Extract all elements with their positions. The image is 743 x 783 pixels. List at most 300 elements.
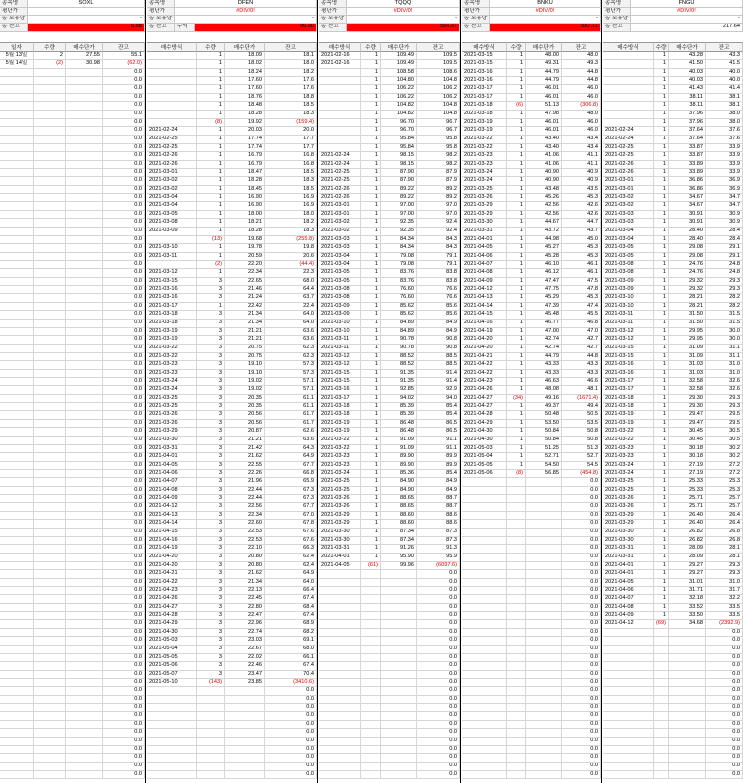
table-cell[interactable]: 0.0 xyxy=(103,127,145,135)
table-cell[interactable]: 0.0 xyxy=(562,729,601,737)
table-cell[interactable]: 1 xyxy=(507,177,526,185)
table-cell[interactable]: 18.28 xyxy=(225,177,265,185)
table-cell[interactable]: 0.0 xyxy=(417,629,460,637)
table-cell[interactable]: 0.0 xyxy=(417,570,460,578)
table-cell[interactable] xyxy=(0,169,34,177)
table-cell[interactable] xyxy=(66,69,103,77)
table-cell[interactable] xyxy=(34,712,66,720)
table-cell[interactable]: 2021-03-11 xyxy=(147,253,197,261)
total-balance-value[interactable]: 587.11 xyxy=(490,24,601,32)
table-cell[interactable] xyxy=(0,696,34,704)
table-cell[interactable]: 2021-02-24 xyxy=(319,161,361,169)
table-cell[interactable]: 0.0 xyxy=(265,754,317,762)
table-cell[interactable]: 0.0 xyxy=(103,320,145,328)
table-cell[interactable]: 70.4 xyxy=(265,671,317,679)
table-cell[interactable] xyxy=(147,738,197,746)
table-cell[interactable]: 3 xyxy=(197,311,225,319)
table-cell[interactable]: 1 xyxy=(361,244,381,252)
table-cell[interactable] xyxy=(381,746,417,754)
table-cell[interactable]: 0.0 xyxy=(706,646,743,654)
table-cell[interactable] xyxy=(147,696,197,704)
table-cell[interactable]: 0.0 xyxy=(562,579,601,587)
table-cell[interactable]: 1 xyxy=(654,211,669,219)
table-cell[interactable]: 0.0 xyxy=(562,738,601,746)
table-cell[interactable]: 43.3 xyxy=(562,361,601,369)
table-cell[interactable] xyxy=(225,746,265,754)
table-cell[interactable]: 22.34 xyxy=(225,512,265,520)
table-cell[interactable] xyxy=(0,269,34,277)
table-cell[interactable] xyxy=(66,620,103,628)
table-cell[interactable]: 3 xyxy=(197,520,225,528)
table-cell[interactable]: 1 xyxy=(654,278,669,286)
table-cell[interactable]: 40.0 xyxy=(706,69,743,77)
total-balance-label[interactable]: 총 잔고 xyxy=(0,24,28,32)
table-cell[interactable] xyxy=(34,186,66,194)
table-cell[interactable]: 0.0 xyxy=(706,662,743,670)
table-cell[interactable]: 0.0 xyxy=(417,763,460,771)
table-cell[interactable]: 48.0 xyxy=(562,52,601,60)
table-cell[interactable]: 0.0 xyxy=(417,746,460,754)
table-cell[interactable]: 1 xyxy=(361,111,381,119)
table-cell[interactable] xyxy=(66,629,103,637)
table-cell[interactable] xyxy=(66,579,103,587)
table-cell[interactable]: 1 xyxy=(361,186,381,194)
table-cell[interactable]: 18.24 xyxy=(225,69,265,77)
table-cell[interactable]: 3 xyxy=(197,662,225,670)
table-cell[interactable] xyxy=(507,763,526,771)
column-header[interactable]: 매수단가 xyxy=(381,42,417,52)
table-cell[interactable] xyxy=(34,353,66,361)
table-cell[interactable]: 1 xyxy=(361,537,381,545)
table-cell[interactable] xyxy=(0,328,34,336)
table-cell[interactable]: 88.65 xyxy=(381,495,417,503)
table-cell[interactable] xyxy=(66,361,103,369)
table-cell[interactable] xyxy=(34,579,66,587)
table-cell[interactable]: 46.0 xyxy=(562,94,601,102)
table-cell[interactable]: 1 xyxy=(507,169,526,177)
table-cell[interactable] xyxy=(526,763,562,771)
table-cell[interactable]: 0.0 xyxy=(265,704,317,712)
table-cell[interactable] xyxy=(507,495,526,503)
table-cell[interactable] xyxy=(34,144,66,152)
table-cell[interactable] xyxy=(319,136,361,144)
table-cell[interactable] xyxy=(0,420,34,428)
table-cell[interactable]: 57.1 xyxy=(265,386,317,394)
table-cell[interactable]: 20.35 xyxy=(225,395,265,403)
table-cell[interactable]: 0.0 xyxy=(562,562,601,570)
table-cell[interactable] xyxy=(0,629,34,637)
table-cell[interactable]: 21.21 xyxy=(225,328,265,336)
table-cell[interactable]: 1 xyxy=(654,361,669,369)
table-cell[interactable] xyxy=(34,102,66,110)
table-cell[interactable] xyxy=(0,712,34,720)
table-cell[interactable] xyxy=(507,478,526,486)
table-cell[interactable]: 1 xyxy=(654,495,669,503)
table-cell[interactable] xyxy=(462,704,507,712)
table-cell[interactable]: 2021-03-29 xyxy=(319,520,361,528)
ticker-label[interactable]: 종목명 xyxy=(319,0,347,8)
table-cell[interactable] xyxy=(197,754,225,762)
table-cell[interactable]: 49.37 xyxy=(526,403,562,411)
table-cell[interactable]: (69) xyxy=(654,620,669,628)
table-cell[interactable] xyxy=(0,587,34,595)
table-cell[interactable] xyxy=(34,554,66,562)
table-cell[interactable] xyxy=(462,629,507,637)
table-cell[interactable]: 2021-03-30 xyxy=(462,219,507,227)
table-cell[interactable]: 29.5 xyxy=(706,420,743,428)
table-cell[interactable] xyxy=(526,754,562,762)
table-cell[interactable]: 1 xyxy=(654,77,669,85)
table-cell[interactable] xyxy=(0,754,34,762)
table-cell[interactable]: 1 xyxy=(361,77,381,85)
table-cell[interactable]: 1 xyxy=(197,253,225,261)
table-cell[interactable]: 1 xyxy=(361,328,381,336)
table-cell[interactable]: 1 xyxy=(507,320,526,328)
table-cell[interactable]: 2021-03-30 xyxy=(603,529,654,537)
table-cell[interactable]: 2021-03-05 xyxy=(603,244,654,252)
table-cell[interactable]: 26.82 xyxy=(669,537,706,545)
table-cell[interactable] xyxy=(0,244,34,252)
table-cell[interactable]: 2021-03-04 xyxy=(319,261,361,269)
table-cell[interactable]: 2021-03-25 xyxy=(319,478,361,486)
table-cell[interactable]: 0.0 xyxy=(103,763,145,771)
table-cell[interactable]: 89.2 xyxy=(417,194,460,202)
table-cell[interactable]: 0.0 xyxy=(103,470,145,478)
table-cell[interactable]: 1 xyxy=(197,136,225,144)
table-cell[interactable]: 0.0 xyxy=(103,671,145,679)
table-cell[interactable]: 0.0 xyxy=(265,738,317,746)
table-cell[interactable] xyxy=(0,687,34,695)
table-cell[interactable]: 18.47 xyxy=(225,169,265,177)
table-cell[interactable]: 2021-03-30 xyxy=(147,437,197,445)
table-cell[interactable]: 1 xyxy=(507,336,526,344)
table-cell[interactable]: 1 xyxy=(507,69,526,77)
table-cell[interactable]: 2021-04-07 xyxy=(147,478,197,486)
table-cell[interactable]: 2021-03-31 xyxy=(603,545,654,553)
table-cell[interactable]: 66.8 xyxy=(265,470,317,478)
table-cell[interactable] xyxy=(381,620,417,628)
table-cell[interactable] xyxy=(147,712,197,720)
table-cell[interactable] xyxy=(147,721,197,729)
table-cell[interactable]: 90.8 xyxy=(417,336,460,344)
table-cell[interactable]: 85.39 xyxy=(381,411,417,419)
table-cell[interactable]: 79.08 xyxy=(381,253,417,261)
table-cell[interactable]: 1 xyxy=(654,345,669,353)
table-cell[interactable]: 49.16 xyxy=(526,395,562,403)
table-cell[interactable]: 18.48 xyxy=(225,102,265,110)
table-cell[interactable] xyxy=(319,679,361,687)
table-cell[interactable]: 0.0 xyxy=(417,771,460,779)
table-cell[interactable]: 90.78 xyxy=(381,336,417,344)
table-cell[interactable] xyxy=(66,738,103,746)
table-cell[interactable]: 2021-02-25 xyxy=(603,152,654,160)
table-cell[interactable]: 27.55 xyxy=(66,52,103,60)
table-cell[interactable] xyxy=(361,629,381,637)
table-cell[interactable]: 2021-03-02 xyxy=(603,202,654,210)
table-cell[interactable]: 2021-03-23 xyxy=(603,445,654,453)
table-cell[interactable]: 3 xyxy=(197,587,225,595)
table-cell[interactable]: 84.90 xyxy=(381,487,417,495)
table-cell[interactable] xyxy=(0,679,34,687)
table-cell[interactable] xyxy=(0,320,34,328)
table-cell[interactable]: 2021-04-20 xyxy=(147,554,197,562)
table-cell[interactable] xyxy=(66,512,103,520)
table-cell[interactable]: 1 xyxy=(361,278,381,286)
table-cell[interactable]: 97.0 xyxy=(417,202,460,210)
table-cell[interactable] xyxy=(526,537,562,545)
table-cell[interactable] xyxy=(462,529,507,537)
table-cell[interactable]: 0.0 xyxy=(417,754,460,762)
column-header[interactable]: 매수단가 xyxy=(225,42,265,52)
table-cell[interactable]: (3410.6) xyxy=(265,679,317,687)
table-cell[interactable]: 2021-03-17 xyxy=(603,378,654,386)
table-cell[interactable]: 20.56 xyxy=(225,411,265,419)
table-cell[interactable] xyxy=(197,696,225,704)
table-cell[interactable] xyxy=(225,729,265,737)
table-cell[interactable]: 22.10 xyxy=(225,545,265,553)
table-cell[interactable]: 1 xyxy=(197,94,225,102)
table-cell[interactable]: 1 xyxy=(361,69,381,77)
table-cell[interactable]: 86.48 xyxy=(381,420,417,428)
table-cell[interactable] xyxy=(462,495,507,503)
table-cell[interactable]: 64.3 xyxy=(265,445,317,453)
table-cell[interactable]: 1 xyxy=(197,60,225,68)
table-cell[interactable]: 84.3 xyxy=(417,236,460,244)
column-header[interactable]: 매수단가 xyxy=(526,42,562,52)
table-cell[interactable] xyxy=(197,738,225,746)
table-cell[interactable]: 2021-02-26 xyxy=(319,194,361,202)
table-cell[interactable]: 44.8 xyxy=(562,77,601,85)
table-cell[interactable] xyxy=(526,654,562,662)
table-cell[interactable] xyxy=(34,345,66,353)
table-cell[interactable]: 2021-03-18 xyxy=(603,403,654,411)
avg-price-label[interactable]: 평단가 xyxy=(319,8,347,16)
table-cell[interactable]: 79.1 xyxy=(417,253,460,261)
table-cell[interactable]: 17.60 xyxy=(225,85,265,93)
table-cell[interactable]: 1 xyxy=(654,403,669,411)
table-cell[interactable] xyxy=(0,77,34,85)
table-cell[interactable] xyxy=(654,729,669,737)
table-cell[interactable] xyxy=(34,512,66,520)
table-cell[interactable]: 2021-02-26 xyxy=(147,152,197,160)
table-cell[interactable]: 2021-03-22 xyxy=(319,445,361,453)
table-cell[interactable]: 2021-03-08 xyxy=(603,269,654,277)
table-cell[interactable]: 2021-04-23 xyxy=(462,378,507,386)
table-cell[interactable]: 1 xyxy=(654,60,669,68)
table-cell[interactable]: 1 xyxy=(361,545,381,553)
table-cell[interactable]: 90.78 xyxy=(381,345,417,353)
table-cell[interactable]: 0.0 xyxy=(562,545,601,553)
table-cell[interactable]: 104.82 xyxy=(381,111,417,119)
table-cell[interactable]: 0.0 xyxy=(103,186,145,194)
table-cell[interactable] xyxy=(462,696,507,704)
table-cell[interactable]: 1 xyxy=(654,194,669,202)
table-cell[interactable]: 2021-03-12 xyxy=(603,336,654,344)
table-cell[interactable] xyxy=(34,503,66,511)
table-cell[interactable] xyxy=(34,269,66,277)
table-cell[interactable]: 2021-03-18 xyxy=(319,411,361,419)
table-cell[interactable]: 30.9 xyxy=(706,219,743,227)
table-cell[interactable]: 87.90 xyxy=(381,177,417,185)
table-cell[interactable]: 3 xyxy=(197,345,225,353)
table-cell[interactable]: 40.0 xyxy=(706,77,743,85)
table-cell[interactable] xyxy=(66,637,103,645)
table-cell[interactable]: 2021-03-04 xyxy=(147,194,197,202)
table-cell[interactable]: 0.0 xyxy=(706,704,743,712)
table-cell[interactable] xyxy=(197,704,225,712)
table-cell[interactable] xyxy=(361,579,381,587)
table-cell[interactable] xyxy=(147,102,197,110)
table-cell[interactable]: 34.7 xyxy=(706,194,743,202)
ticker-label[interactable]: 종목명 xyxy=(147,0,175,8)
table-cell[interactable] xyxy=(147,754,197,762)
table-cell[interactable]: 5월 14일 xyxy=(0,60,34,68)
table-cell[interactable]: 0.0 xyxy=(706,746,743,754)
table-cell[interactable] xyxy=(507,487,526,495)
total-holding-value[interactable]: - xyxy=(28,16,145,24)
table-cell[interactable]: 20.80 xyxy=(225,554,265,562)
table-cell[interactable]: 1 xyxy=(654,353,669,361)
table-cell[interactable]: 2021-05-10 xyxy=(147,679,197,687)
table-cell[interactable] xyxy=(361,738,381,746)
table-cell[interactable]: (454.8) xyxy=(562,470,601,478)
table-cell[interactable]: 25.71 xyxy=(669,495,706,503)
table-cell[interactable]: 2021-04-09 xyxy=(603,612,654,620)
table-cell[interactable]: 2021-03-15 xyxy=(319,378,361,386)
table-cell[interactable]: 2021-03-17 xyxy=(462,85,507,93)
table-cell[interactable] xyxy=(66,411,103,419)
table-cell[interactable] xyxy=(34,211,66,219)
table-cell[interactable]: 2021-04-01 xyxy=(603,570,654,578)
table-cell[interactable]: 1 xyxy=(654,144,669,152)
table-cell[interactable]: 37.6 xyxy=(706,127,743,135)
table-cell[interactable] xyxy=(34,654,66,662)
table-cell[interactable]: 95.8 xyxy=(417,144,460,152)
table-cell[interactable]: 41.1 xyxy=(562,152,601,160)
table-cell[interactable]: 2021-03-16 xyxy=(603,361,654,369)
table-cell[interactable]: 0.0 xyxy=(103,729,145,737)
table-cell[interactable]: 17.6 xyxy=(265,77,317,85)
table-cell[interactable] xyxy=(66,378,103,386)
table-cell[interactable]: 0.0 xyxy=(103,111,145,119)
table-cell[interactable]: 42.74 xyxy=(526,345,562,353)
table-cell[interactable]: 0.0 xyxy=(103,428,145,436)
table-cell[interactable] xyxy=(381,654,417,662)
table-cell[interactable]: 0.0 xyxy=(562,595,601,603)
table-cell[interactable] xyxy=(147,119,197,127)
table-cell[interactable]: 3 xyxy=(197,629,225,637)
table-cell[interactable]: 2021-03-25 xyxy=(319,487,361,495)
table-cell[interactable]: 38.0 xyxy=(706,111,743,119)
table-cell[interactable]: 2021-04-05 xyxy=(462,244,507,252)
table-cell[interactable]: 88.7 xyxy=(417,503,460,511)
table-cell[interactable]: 3 xyxy=(197,286,225,294)
table-cell[interactable] xyxy=(0,520,34,528)
table-cell[interactable] xyxy=(462,604,507,612)
table-cell[interactable]: 2021-03-04 xyxy=(603,236,654,244)
table-cell[interactable] xyxy=(66,570,103,578)
table-cell[interactable]: 17.60 xyxy=(225,77,265,85)
table-cell[interactable]: 26.40 xyxy=(669,512,706,520)
column-header[interactable]: 잔고 xyxy=(417,42,460,52)
table-cell[interactable] xyxy=(526,595,562,603)
table-cell[interactable]: 25.3 xyxy=(706,478,743,486)
table-cell[interactable] xyxy=(526,729,562,737)
table-cell[interactable] xyxy=(147,704,197,712)
table-cell[interactable]: 2021-03-31 xyxy=(603,554,654,562)
table-cell[interactable] xyxy=(147,771,197,779)
table-cell[interactable] xyxy=(34,629,66,637)
table-cell[interactable]: 86.48 xyxy=(381,428,417,436)
table-cell[interactable]: 0.0 xyxy=(562,495,601,503)
table-cell[interactable]: 3 xyxy=(197,453,225,461)
table-cell[interactable]: 104.8 xyxy=(417,77,460,85)
table-cell[interactable]: 1 xyxy=(361,411,381,419)
table-cell[interactable]: 89.2 xyxy=(417,186,460,194)
table-cell[interactable]: 106.22 xyxy=(381,85,417,93)
table-cell[interactable]: 1 xyxy=(197,152,225,160)
table-cell[interactable]: 30.91 xyxy=(669,211,706,219)
table-cell[interactable]: 1 xyxy=(361,395,381,403)
table-cell[interactable] xyxy=(0,545,34,553)
table-cell[interactable]: 0.0 xyxy=(103,570,145,578)
table-cell[interactable]: 26.4 xyxy=(706,512,743,520)
table-cell[interactable]: 1 xyxy=(197,211,225,219)
table-cell[interactable] xyxy=(361,671,381,679)
table-cell[interactable]: 2021-03-02 xyxy=(319,228,361,236)
table-cell[interactable]: 28.09 xyxy=(669,545,706,553)
table-cell[interactable]: 0.0 xyxy=(103,604,145,612)
table-cell[interactable]: 0.0 xyxy=(417,579,460,587)
table-cell[interactable] xyxy=(0,704,34,712)
table-cell[interactable]: 37.64 xyxy=(669,136,706,144)
table-cell[interactable] xyxy=(0,453,34,461)
table-cell[interactable]: 46.01 xyxy=(526,127,562,135)
table-cell[interactable]: 0.0 xyxy=(562,754,601,762)
table-cell[interactable]: 2021-04-22 xyxy=(147,579,197,587)
table-cell[interactable]: 1 xyxy=(361,529,381,537)
table-cell[interactable]: 2021-04-12 xyxy=(462,286,507,294)
table-cell[interactable]: 2021-03-23 xyxy=(462,152,507,160)
table-cell[interactable]: 18.3 xyxy=(265,177,317,185)
table-cell[interactable]: 1 xyxy=(361,345,381,353)
table-cell[interactable]: 2021-04-20 xyxy=(462,345,507,353)
table-cell[interactable]: 1 xyxy=(361,403,381,411)
table-cell[interactable] xyxy=(603,696,654,704)
table-cell[interactable]: 2021-03-26 xyxy=(603,495,654,503)
table-cell[interactable] xyxy=(462,687,507,695)
table-cell[interactable] xyxy=(669,629,706,637)
table-cell[interactable] xyxy=(507,662,526,670)
table-cell[interactable]: 0.0 xyxy=(103,595,145,603)
table-cell[interactable]: 0.0 xyxy=(103,294,145,302)
table-cell[interactable]: 86.5 xyxy=(417,428,460,436)
table-cell[interactable]: 2021-03-10 xyxy=(603,303,654,311)
table-cell[interactable] xyxy=(34,604,66,612)
table-cell[interactable]: 41.43 xyxy=(669,85,706,93)
table-cell[interactable] xyxy=(34,85,66,93)
table-cell[interactable]: 20.75 xyxy=(225,353,265,361)
table-cell[interactable]: 3 xyxy=(197,478,225,486)
table-cell[interactable] xyxy=(654,671,669,679)
table-cell[interactable]: 2021-03-01 xyxy=(603,177,654,185)
table-cell[interactable]: 1 xyxy=(507,453,526,461)
table-cell[interactable]: 0.0 xyxy=(562,478,601,486)
table-cell[interactable] xyxy=(603,721,654,729)
table-cell[interactable] xyxy=(34,378,66,386)
avg-price-value[interactable] xyxy=(28,8,145,16)
table-cell[interactable]: 36.86 xyxy=(669,177,706,185)
